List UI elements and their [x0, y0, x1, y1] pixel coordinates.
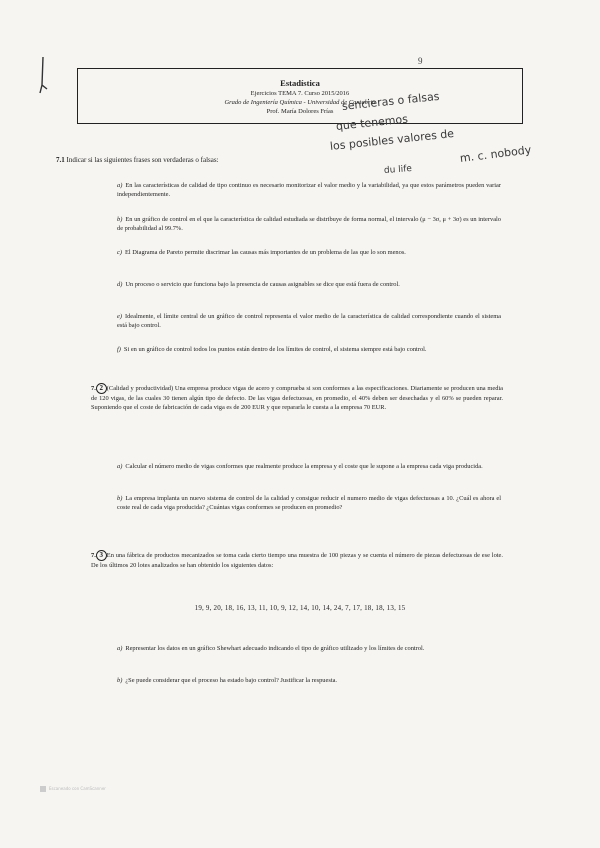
- q3-item-a-text: Representar los datos en un gráfico Shewhart adecuado indicando el tipo de gráfico utilizado y los límites de control.: [125, 645, 425, 652]
- q2-item-b: [117, 494, 501, 513]
- header-course: Ejercicios TEMA 7. Curso 2015/2016: [250, 90, 350, 97]
- q1-item-e-text: Idealmente, el límite central de un gráfico de control representa el valor medio de la característica de calidad correspondiente cuando el sistema está bajo control.: [117, 313, 501, 330]
- question-7-3-circled-number: 3: [96, 550, 107, 561]
- q3-item-b: [117, 676, 501, 685]
- q3-item-a: [117, 644, 501, 653]
- defect-data-sequence: 19, 9, 20, 18, 16, 13, 11, 10, 9, 12, 14, 10, 14, 24, 7, 17, 18, 18, 13, 15: [194, 604, 406, 612]
- handwritten-annotation: [329, 89, 582, 180]
- q1-item-f-text: Si en un gráfico de control todos los puntos están dentro de los límites de control, el sistema siempre está bajo control.: [123, 346, 427, 353]
- q3-item-b-label: b): [117, 677, 123, 684]
- q1-item-f: [117, 345, 501, 354]
- q1-item-e-label: e): [117, 313, 122, 320]
- corner-note: 9: [418, 56, 423, 66]
- q1-item-d: [117, 280, 501, 289]
- q1-item-a: [117, 181, 501, 200]
- q1-item-b-label: b): [117, 216, 123, 223]
- margin-pen-mark: [38, 55, 52, 95]
- handwriting-line-2: que tenemos: [335, 112, 409, 133]
- question-7-1-number: 7.1: [56, 156, 65, 164]
- q2-item-b-text: La empresa implanta un nuevo sistema de control de la calidad y consigue reducir el numero medio de vigas defectuosas a 10. ¿Cuál es ahora el coste real de cada viga producida? ¿Cuántas vigas conformes se producen en promedio?: [117, 495, 501, 512]
- q1-item-d-text: Un proceso o servicio que funciona bajo la presencia de causas asignables se dice que está fuera de control.: [125, 281, 400, 288]
- question-7-3-text: En una fábrica de productos mecanizados se toma cada cierto tiempo una muestra de 100 piezas y se cuenta el número de piezas defectuosas de ese lote. De los últimos 20 lotes analizados se han obtenido los siguientes datos:: [91, 552, 503, 569]
- q1-item-c-label: c): [117, 249, 122, 256]
- scanner-watermark-text: Escaneado con CamScanner: [49, 786, 106, 791]
- question-7-1-heading: [56, 156, 356, 166]
- q1-item-c-text: El Diagrama de Pareto permite discrimar las causas más importantes de un problema de las que lo son menos.: [124, 249, 406, 256]
- question-7-2-prefix: 7.: [91, 385, 96, 392]
- handwriting-line-4: m. c. nobody: [459, 143, 532, 165]
- question-7-2-circled-number: 2: [96, 383, 107, 394]
- question-7-2: [91, 383, 503, 413]
- q2-item-b-label: b): [117, 495, 123, 502]
- q1-item-b: [117, 215, 501, 234]
- scanner-watermark: [40, 786, 106, 792]
- question-7-3: [91, 550, 503, 570]
- q3-item-a-label: a): [117, 645, 123, 652]
- q2-item-a-text: Calcular el número medio de vigas conformes que realmente produce la empresa y el coste que le supone a la empresa cada viga producida.: [125, 463, 483, 470]
- scanner-logo-icon: [40, 786, 46, 792]
- question-7-2-text: (Calidad y productividad) Una empresa produce vigas de acero y comprueba si son conformes a las especificaciones. Diariamente se producen una media de 120 vigas, de las cuales 30 tienen algún tipo de defecto. De las vigas defectuosas, en promedio, el 40% deben ser desechadas y el 60% se pueden reparar. Suponiendo que el coste de fabricación de cada viga es de 200 EUR y que repararla le cuesta a la empresa 70 EUR.: [91, 385, 503, 412]
- q2-item-a: [117, 462, 501, 471]
- question-7-1-intro: Indicar si las siguientes frases son verdaderas o falsas:: [66, 156, 219, 164]
- q1-item-f-label: f): [117, 346, 121, 353]
- q1-item-e: [117, 312, 501, 331]
- q1-item-a-label: a): [117, 182, 123, 189]
- handwriting-line-5: du life: [383, 164, 413, 176]
- question-7-3-prefix: 7.: [91, 552, 96, 559]
- q1-item-d-label: d): [117, 281, 123, 288]
- header-title: Estadística: [280, 78, 320, 88]
- header-professor: Prof. María Dolores Frías: [266, 108, 334, 115]
- q1-item-a-text: En las características de calidad de tipo continuo es necesario monitorizar el valor medio y la variabilidad, ya que estos parámetros pueden variar independientemente.: [117, 182, 501, 199]
- q1-item-b-text: En un gráfico de control en el que la característica de calidad estudiada se distribuye de forma normal, el intervalo (μ − 3σ, μ + 3σ) es un intervalo de probabilidad al 99.7%.: [117, 216, 501, 233]
- header-university: Grado de Ingeniería Química - Universidad de Cantabria: [224, 99, 376, 106]
- handwriting-line-1: sencieras o falsas: [341, 89, 441, 113]
- q2-item-a-label: a): [117, 463, 123, 470]
- q3-item-b-text: ¿Se puede considerar que el proceso ha estado bajo control? Justificar la respuesta.: [125, 677, 338, 684]
- q1-item-c: [117, 248, 501, 257]
- handwriting-line-3: los posibles valores de: [329, 127, 455, 153]
